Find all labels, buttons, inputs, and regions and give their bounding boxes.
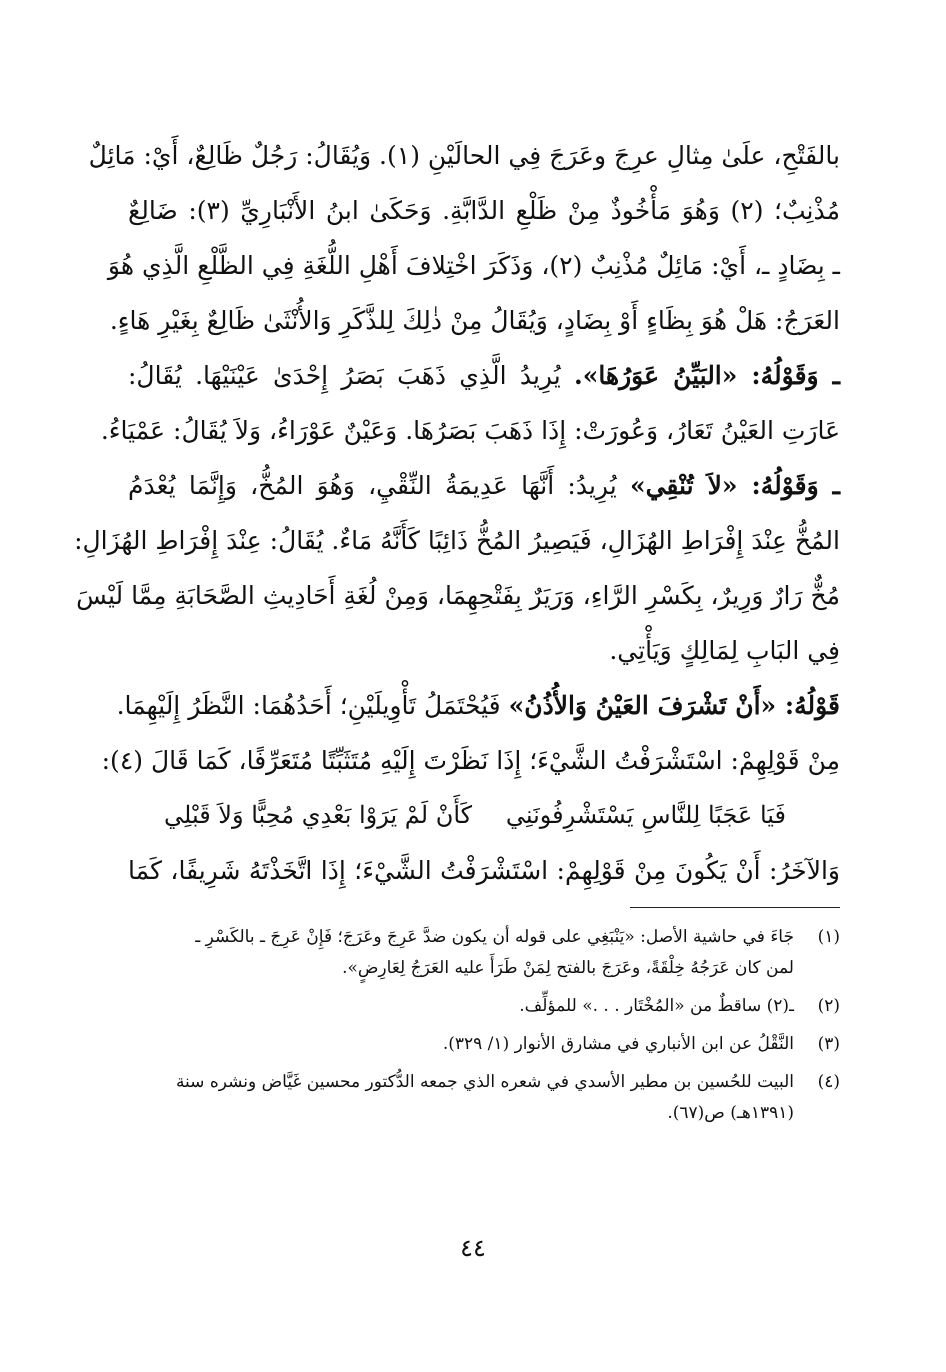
- footnote-text: لمن كان عَرَجُهُ خِلْقَةً، وعَرَجَ بالفتح لِمَنْ طَرَأَ عليه العَرَجُ لِعَارِضٍ».: [342, 958, 794, 978]
- text-line: مُذْنِبٌ؛ (٢) وَهُوَ مَأْخُوذٌ مِنْ ظَلْعِ الدَّابَّةِ. وَحَكَىٰ ابنُ الأَنْبَارِيِّ (٣): ضَالِعٌ: [128, 196, 840, 225]
- text-line: وَالآخَرُ: أَنْ يَكُونَ مِنْ قَوْلِهِمْ: اسْتَشْرَفْتُ الشَّيْءَ؛ إِذَا اتَّخَذْتَهُ شَرِيفًا، كَمَا: [128, 856, 840, 885]
- footnote-divider: [630, 907, 840, 908]
- footnote-text: جَاءَ في حاشية الأصل: «يَنْبَغِي على قوله أن يكون ضدَّ عَرِجَ وعَرَجَ؛ فَإِنْ عَرِجَ ـ بالكَسْرِ ـ: [195, 927, 794, 947]
- text-line: العَرَجُ: هَلْ هُوَ بِظَاءٍ أَوْ بِضَادٍ، وَيُقَالُ مِنْ ذٰلِكَ لِلذَّكَرِ وَالأُنْثَىٰ ظَالِعٌ بِغَيْرِ هَاءٍ.: [109, 306, 840, 335]
- footnote-text: البيت للحُسين بن مطير الأسدي في شعره الذي جمعه الدُّكتور محسين غَيَّاض ونشره سنة: [175, 1072, 794, 1092]
- text-line: مِنْ قَوْلِهِمْ: اسْتَشْرَفْتُ الشَّيْءَ؛ إِذَا نَظَرْتَ إِلَيْهِ مُتَثَبِّتًا مُتَعَرِّفًا، كَمَا قَالَ (٤):: [101, 746, 840, 775]
- text-line: مُخٌّ رَارٌ وَرِيرٌ، بِكَسْرِ الرَّاءِ، وَرَيَرٌ بِفَتْحِهِمَا، وَمِنْ لُغَةِ أَحَادِيثِ الصَّحَابَةِ مِمَّا لَيْسَ: [76, 581, 840, 610]
- footnote: [118, 922, 840, 984]
- footnote-number: (٣): [817, 1034, 840, 1054]
- verse-second-hemistich: كَأَنْ لَمْ يَرَوْا بَعْدِي مُحِبًّا وَلاَ قَبْلِي: [164, 801, 473, 829]
- text-line: عَارَتِ العَيْنُ تَعَارُ، وَعُورَتْ: إِذَا ذَهَبَ بَصَرُهَا. وَعَيْنٌ عَوْرَاءُ، وَلاَ يُقَالُ: عَمْيَاءُ.: [100, 416, 840, 445]
- footnote-text: النَّقْلُ عن ابن الأنباري في مشارق الأنوار (١/ ٣٢٩).: [442, 1034, 794, 1054]
- main-text: [74, 128, 840, 898]
- footnote-number: (١): [817, 927, 840, 947]
- footnote: [118, 1067, 840, 1129]
- text-line: بالفَتْحِ، علَىٰ مِثالِ عرِجَ وعَرَجَ فِي الحالَيْنِ (١). وَيُقَالُ: رَجُلٌ ظَالِعٌ، أَيْ: مَائِلٌ: [88, 141, 840, 170]
- text-line: قَوْلُهُ: «أَنْ تَشْرَفَ العَيْنُ وَالأُذُنُ» فَيُحْتَمَلُ تَأْوِيلَيْنِ؛ أَحَدُهُمَا: النَّظَرُ إِلَيْهِمَا.: [116, 691, 840, 720]
- footnote: [118, 991, 840, 1022]
- verse-first-hemistich: فَيَا عَجَبًا لِلنَّاسِ يَسْتَشْرِفُونَنِي: [505, 801, 786, 829]
- text-line: المُخُّ عِنْدَ إِفْرَاطِ الهُزَالِ، فَيَصِيرُ المُخُّ ذَائِبًا كَأَنَّهُ مَاءٌ. يُقَالُ: عِنْدَ إِفْرَاطِ الهُزَالِ:: [74, 526, 840, 555]
- footnote-text: (١٣٩١هـ) ص(٦٧).: [667, 1103, 794, 1123]
- text-line: فِي البَابِ لِمَالِكٍ وَيَأْتِي.: [609, 636, 840, 665]
- footnote-number: (٤): [817, 1072, 840, 1092]
- text-line: ـ وَقَوْلُهُ: «لاَ تُنْقِي» يُرِيدُ: أَنَّهَا عَدِيمَةُ النِّقْيِ، وَهُوَ المُخُّ، وَإِنَّمَا يُعْدَمُ: [128, 471, 840, 500]
- footnotes: [118, 922, 840, 1136]
- quoted-phrase: ـ وَقَوْلُهُ: «لاَ تُنْقِي»: [629, 471, 840, 500]
- footnote-text: ـ(٢) ساقطٌ من «المُخْتَار . . .» للمؤلِّف.: [519, 996, 794, 1016]
- quoted-phrase: ـ وَقَوْلُهُ: «البَيِّنُ عَوَرُهَا».: [573, 361, 840, 390]
- text-line: ـ وَقَوْلُهُ: «البَيِّنُ عَوَرُهَا». يُرِيدُ الَّذِي ذَهَبَ بَصَرُ إِحْدَىٰ عَيْنَيْهَا. يُقَالُ:: [128, 361, 840, 390]
- footnote-number: (٢): [817, 996, 840, 1016]
- quoted-phrase: قَوْلُهُ: «أَنْ تَشْرَفَ العَيْنُ وَالأُذُنُ»: [508, 691, 840, 720]
- text-line: ـ بِضَادٍ ـ، أَيْ: مَائِلٌ مُذْنِبٌ (٢)، وَذَكَرَ اخْتِلافَ أَهْلِ اللُّغَةِ فِي الظَّلْعِ الَّذِي هُوَ: [107, 251, 840, 280]
- poetry-verse: [128, 788, 840, 843]
- footnote: [118, 1029, 840, 1060]
- page-number: ٤٤: [460, 1234, 486, 1262]
